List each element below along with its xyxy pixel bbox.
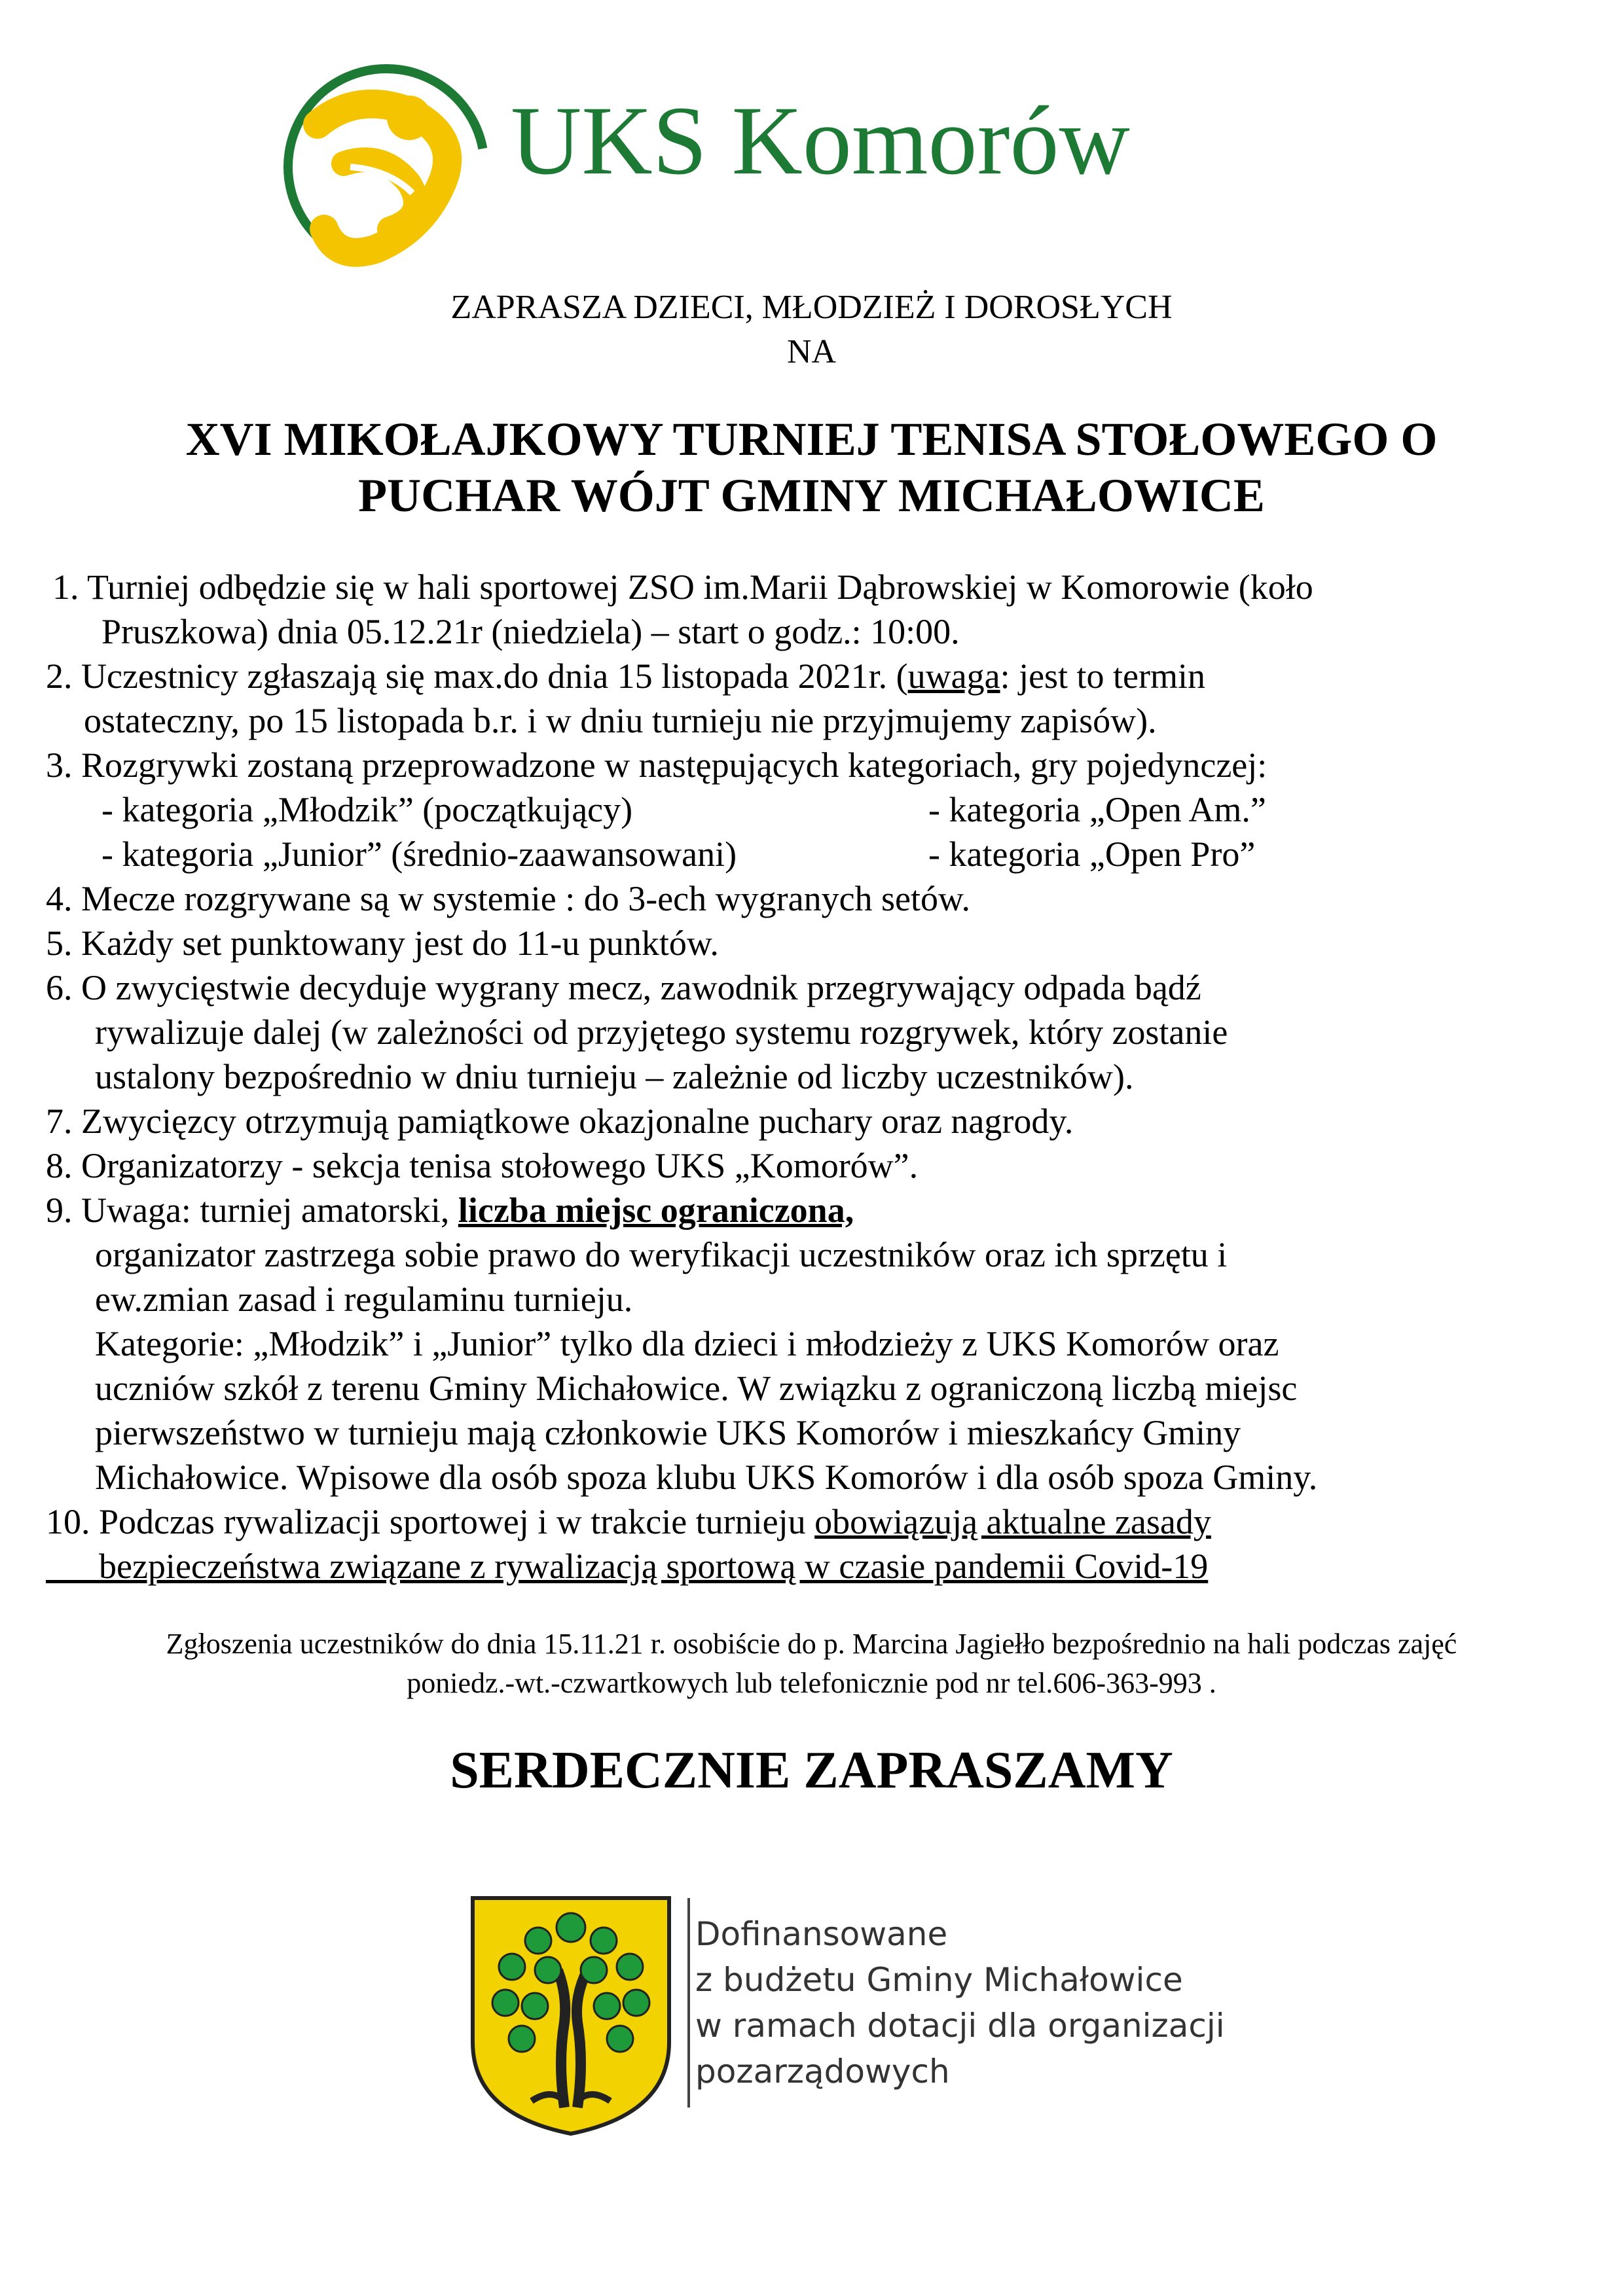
rule-6-line-a: 6. O zwycięstwie decyduje wygrany mecz, zawodnik przegrywający odpada bądź <box>46 968 1201 1007</box>
registration-line-1: Zgłoszenia uczestników do dnia 15.11.21 r. osobiście do p. Marcina Jagiełło bezpośrednio na hali podczas zajęć <box>166 1628 1457 1660</box>
rule-6-line-b: rywalizuje dalej (w zależności od przyjętego systemu rozgrywek, który zostanie <box>95 1013 1228 1052</box>
funding-line-4: pozarządowych <box>695 2053 950 2090</box>
rule-4: 4. Mecze rozgrywane są w systemie : do 3-ech wygranych setów. <box>46 879 971 918</box>
rule-9-line-g: Michałowice. Wpisowe dla osób spoza klubu UKS Komorów i dla osób spoza Gminy. <box>95 1458 1318 1497</box>
rule-7: 7. Zwycięzcy otrzymują pamiątkowe okazjonalne puchary oraz nagrody. <box>46 1102 1074 1141</box>
rule-1-line-a: 1. Turniej odbędzie się w hali sportowej ZSO im.Marii Dąbrowskiej w Komorowie (koło <box>52 567 1313 607</box>
registration-line-2: poniedz.-wt.-czwartkowych lub telefonicznie pod nr tel.606-363-993 . <box>407 1667 1216 1699</box>
rule-8: 8. Organizatorzy - sekcja tenisa stołowego UKS „Komorów”. <box>46 1146 919 1185</box>
rule-2-line-a: 2. Uczestnicy zgłaszają się max.do dnia 15 listopada 2021r. (uwaga: jest to termin <box>46 656 1206 696</box>
uks-logo-icon <box>278 52 501 275</box>
invite-line-2: NA <box>786 333 837 370</box>
rule-3: 3. Rozgrywki zostaną przeprowadzone w następujących kategoriach, gry pojedynczej: <box>46 745 1267 785</box>
funding-line-3: w ramach dotacji dla organizacji <box>695 2007 1225 2045</box>
rule-9-line-a: 9. Uwaga: turniej amatorski, liczba miejsc ograniczona, <box>46 1191 854 1230</box>
category-open-pro: - kategoria „Open Pro” <box>928 834 1256 874</box>
rule-1-line-b: Pruszkowa) dnia 05.12.21r (niedziela) – start o godz.: 10:00. <box>101 612 960 651</box>
closing-heading: SERDECZNIE ZAPRASZAMY <box>450 1742 1173 1799</box>
page-title-line-1: XVI MIKOŁAJKOWY TURNIEJ TENISA STOŁOWEGO O <box>185 413 1438 465</box>
club-name: UKS Komorów <box>511 86 1130 195</box>
rule-5: 5. Każdy set punktowany jest do 11-u punktów. <box>46 924 719 963</box>
rule-10-line-b: bezpieczeństwa związane z rywalizacją sportową w czasie pandemii Covid-19 <box>46 1547 1209 1586</box>
rule-10-line-a: 10. Podczas rywalizacji sportowej i w trakcie turnieju obowiązują aktualne zasady <box>46 1502 1211 1541</box>
funding-separator <box>687 1898 690 2108</box>
page-title-line-2: PUCHAR WÓJT GMINY MICHAŁOWICE <box>358 469 1265 522</box>
funding-line-1: Dofinansowane <box>695 1915 948 1953</box>
category-open-am: - kategoria „Open Am.” <box>928 790 1266 829</box>
rule-9-line-d: Kategorie: „Młodzik” i „Junior” tylko dla dzieci i młodzieży z UKS Komorów oraz <box>95 1324 1279 1363</box>
rule-2-line-b: ostateczny, po 15 listopada b.r. i w dniu turnieju nie przyjmujemy zapisów). <box>84 701 1157 740</box>
rule-9-line-b: organizator zastrzega sobie prawo do weryfikacji uczestników oraz ich sprzętu i <box>95 1235 1228 1274</box>
funding-line-2: z budżetu Gminy Michałowice <box>695 1961 1183 1999</box>
rule-9-line-f: pierwszeństwo w turnieju mają członkowie UKS Komorów i mieszkańcy Gminy <box>95 1413 1241 1452</box>
category-mlodzik: - kategoria „Młodzik” (początkujący) <box>101 790 633 829</box>
category-junior: - kategoria „Junior” (średnio-zaawansowani) <box>101 834 737 874</box>
coat-of-arms-icon <box>466 1892 676 2140</box>
rule-6-line-c: ustalony bezpośrednio w dniu turnieju – zależnie od liczby uczestników). <box>95 1057 1134 1096</box>
rule-9-line-c: ew.zmian zasad i regulaminu turnieju. <box>95 1280 633 1319</box>
invite-line-1: ZAPRASZA DZIECI, MŁODZIEŻ I DOROSŁYCH <box>450 289 1173 326</box>
rule-9-line-e: uczniów szkół z terenu Gminy Michałowice. W związku z ograniczoną liczbą miejsc <box>95 1369 1298 1408</box>
